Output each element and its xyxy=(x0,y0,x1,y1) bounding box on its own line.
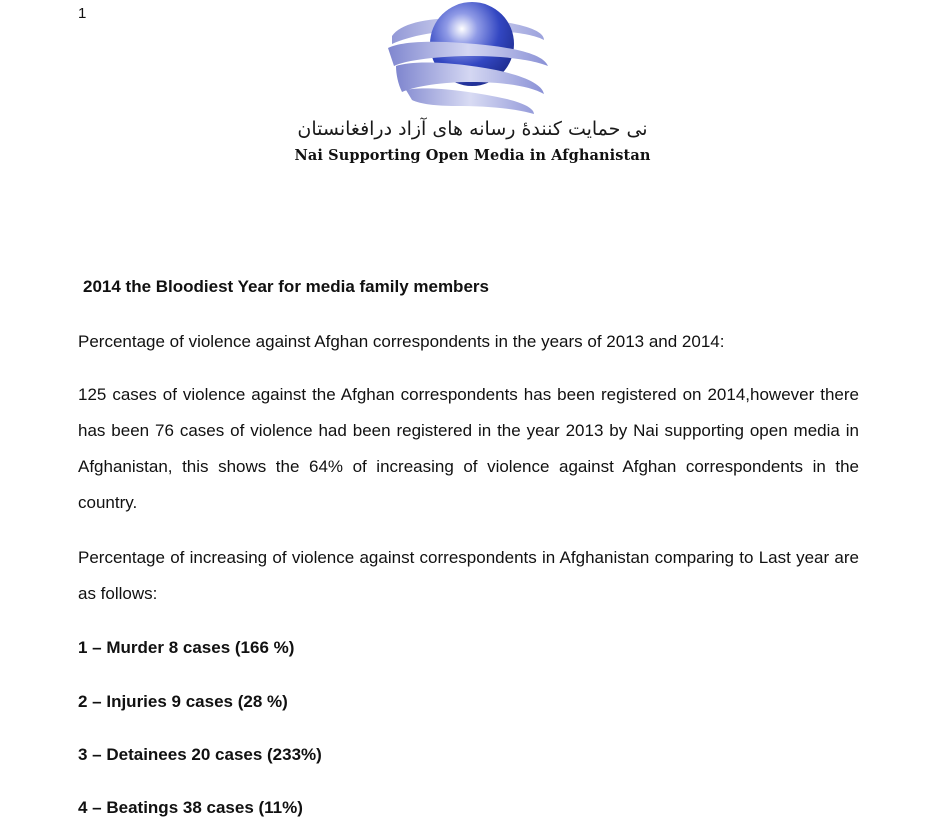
list-item: 4 – Beatings 38 cases (11%) xyxy=(78,798,303,817)
document-heading: 2014 the Bloodiest Year for media family members xyxy=(83,277,489,296)
organization-name-english: Nai Supporting Open Media in Afghanistan xyxy=(294,147,651,164)
globe-logo-icon xyxy=(384,0,554,118)
organization-name-farsi: نی حمایت کنندهٔ رسانه های آزاد درافغانستان xyxy=(297,118,648,140)
list-item: 3 – Detainees 20 cases (233%) xyxy=(78,745,322,764)
paragraph: 125 cases of violence against the Afghan correspondents has been registered on 2014,however there has been 76 cases of violence had been registered in the year 2013 by Nai supporting open media in Afghanistan, this shows the 64% of increasing of violence against Afghan correspondents in the country. xyxy=(78,385,859,512)
page-number: 1 xyxy=(78,5,87,22)
paragraph: Percentage of increasing of violence against correspondents in Afghanistan comparing to Last year are as follows: xyxy=(78,548,859,603)
list-item: 2 – Injuries 9 cases (28 %) xyxy=(78,692,288,711)
list-item: 1 – Murder 8 cases (166 %) xyxy=(78,638,295,657)
paragraph: Percentage of violence against Afghan correspondents in the years of 2013 and 2014: xyxy=(78,332,725,351)
